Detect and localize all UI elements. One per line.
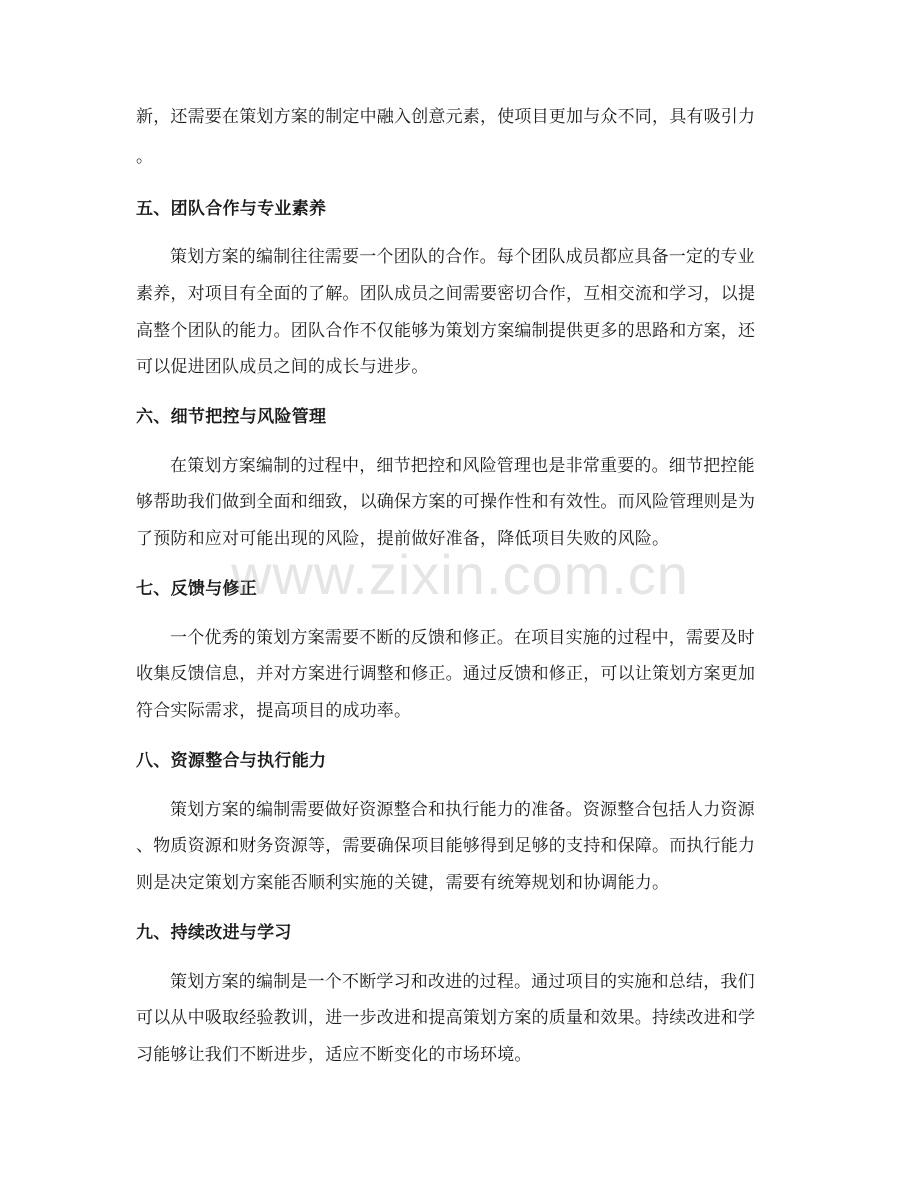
paragraph-line: 符合实际需求，提高项目的成功率。 bbox=[136, 701, 412, 721]
paragraph-line: 策划方案的编制是一个不断学习和改进的过程。通过项目的实施和总结，我们 bbox=[170, 972, 755, 992]
paragraph-line: 一个优秀的策划方案需要不断的反馈和修正。在项目实施的过程中，需要及时 bbox=[170, 628, 755, 648]
paragraph-line: 了预防和应对可能出现的风险，提前做好准备，降低项目失败的风险。 bbox=[136, 529, 670, 549]
section-heading-7: 七、反馈与修正 bbox=[136, 579, 258, 599]
paragraph-line: 可以促进团队成员之间的成长与进步。 bbox=[136, 357, 429, 377]
paragraph-line: 策划方案的编制往往需要一个团队的合作。每个团队成员都应具备一定的专业 bbox=[170, 247, 755, 267]
paragraph-line: 够帮助我们做到全面和细致，以确保方案的可操作性和有效性。而风险管理则是为 bbox=[136, 492, 756, 512]
paragraph-line: 则是决定策划方案能否顺利实施的关键，需要有统筹规划和协调能力。 bbox=[136, 873, 670, 893]
paragraph-line: 在策划方案编制的过程中，细节把控和风险管理也是非常重要的。细节把控能 bbox=[170, 456, 755, 476]
section-heading-5: 五、团队合作与专业素养 bbox=[136, 199, 327, 219]
section-heading-8: 八、资源整合与执行能力 bbox=[136, 751, 327, 771]
paragraph-line: 策划方案的编制需要做好资源整合和执行能力的准备。资源整合包括人力资源 bbox=[170, 800, 755, 820]
paragraph-line: 高整个团队的能力。团队合作不仅能够为策划方案编制提供更多的思路和方案，还 bbox=[136, 321, 756, 341]
section-heading-9: 九、持续改进与学习 bbox=[136, 923, 292, 943]
paragraph-line: 新，还需要在策划方案的制定中融入创意元素，使项目更加与众不同，具有吸引力 bbox=[136, 107, 756, 127]
paragraph-line: 可以从中吸取经验教训，进一步改进和提高策划方案的质量和效果。持续改进和学 bbox=[136, 1008, 756, 1028]
paragraph-line: 、物质资源和财务资源等，需要确保项目能够得到足够的支持和保障。而执行能力 bbox=[136, 836, 756, 856]
paragraph-line: 习能够让我们不断进步，适应不断变化的市场环境。 bbox=[136, 1045, 532, 1065]
section-heading-6: 六、细节把控与风险管理 bbox=[136, 407, 327, 427]
paragraph-line: 素养，对项目有全面的了解。团队成员之间需要密切合作，互相交流和学习，以提 bbox=[136, 284, 756, 304]
watermark: www.zixin.com.cn bbox=[231, 543, 689, 606]
paragraph-line: 。 bbox=[136, 147, 154, 167]
paragraph-line: 收集反馈信息，并对方案进行调整和修正。通过反馈和修正，可以让策划方案更加 bbox=[136, 664, 756, 684]
